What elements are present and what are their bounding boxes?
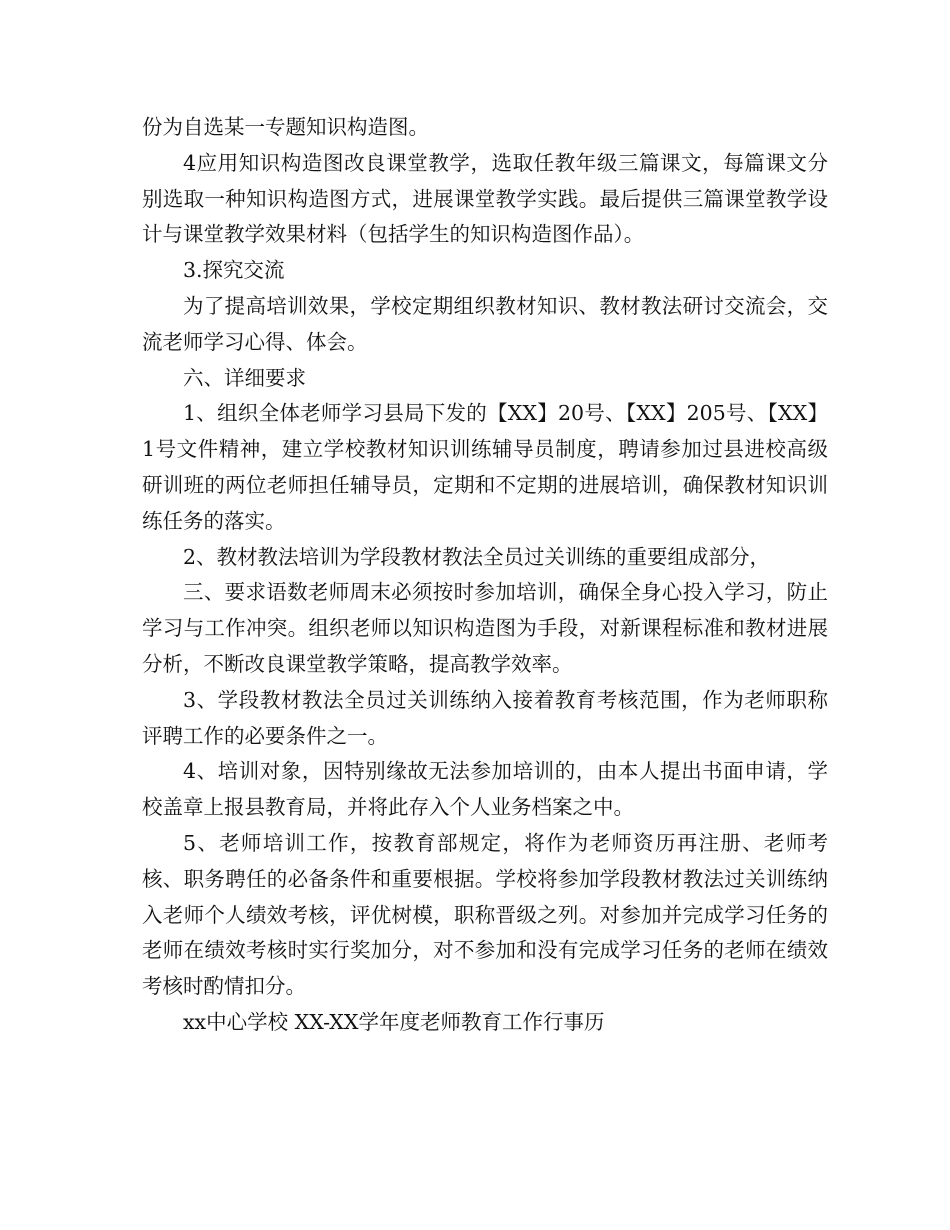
paragraph-requirement-4: 4、培训对象，因特别缘故无法参加培训的，由本人提出书面申请，学校盖章上报县教育局，并将此存入个人业务档案之中。	[142, 759, 828, 820]
paragraph-explore: 为了提高培训效果，学校定期组织教材知识、教材教法研讨交流会，交流老师学习心得、体会。	[142, 293, 828, 354]
paragraph-requirement-5: 5、老师培训工作，按教育部规定，将作为老师资历再注册、老师考核、职务聘任的必备条件和重要根据。学校将参加学段教材教法过关训练纳入老师个人绩效考核，评优树模，职称晋级之列。对参加并完成学习任务的老师在绩效考核时实行奖加分，对不参加和没有完成学习任务的老师在绩效考核时酌情扣分。	[142, 830, 828, 999]
section-heading-explore: 3.探究交流	[183, 258, 285, 283]
paragraph-requirement-three: 三、要求语数老师周末必须按时参加培训，确保全身心投入学习，防止学习与工作冲突。组织老师以知识构造图为手段，对新课程标准和教材进展分析，不断改良课堂教学策略，提高教学效率。	[142, 580, 828, 676]
paragraph-requirement-3: 3、学段教材教法全员过关训练纳入接着教育考核范围，作为老师职称评聘工作的必要条件之一。	[142, 687, 828, 748]
document-page	[142, 110, 828, 1041]
paragraph-item-4: 4应用知识构造图改良课堂教学，选取任教年级三篇课文，每篇课文分别选取一种知识构造图方式，进展课堂教学实践。最后提供三篇课堂教学设计与课堂教学效果材料（包括学生的知识构造图作品）。	[142, 150, 828, 247]
paragraph-continuation: 份为自选某一专题知识构造图。	[142, 115, 429, 139]
section-heading-requirements: 六、详细要求	[183, 365, 306, 390]
closing-title: xx中心学校 XX-XX学年度老师教育工作行事历	[183, 1009, 605, 1034]
paragraph-requirement-2: 2、教材教法培训为学段教材教法全员过关训练的重要组成部分，	[183, 544, 771, 569]
paragraph-requirement-1: 1、组织全体老师学习县局下发的【XX】20号、【XX】205号、【XX】1号文件精神，建立学校教材知识训练辅导员制度，聘请参加过县进校高级研训班的两位老师担任辅导员，定期和不定期的进展培训，确保教材知识训练任务的落实。	[142, 401, 828, 533]
